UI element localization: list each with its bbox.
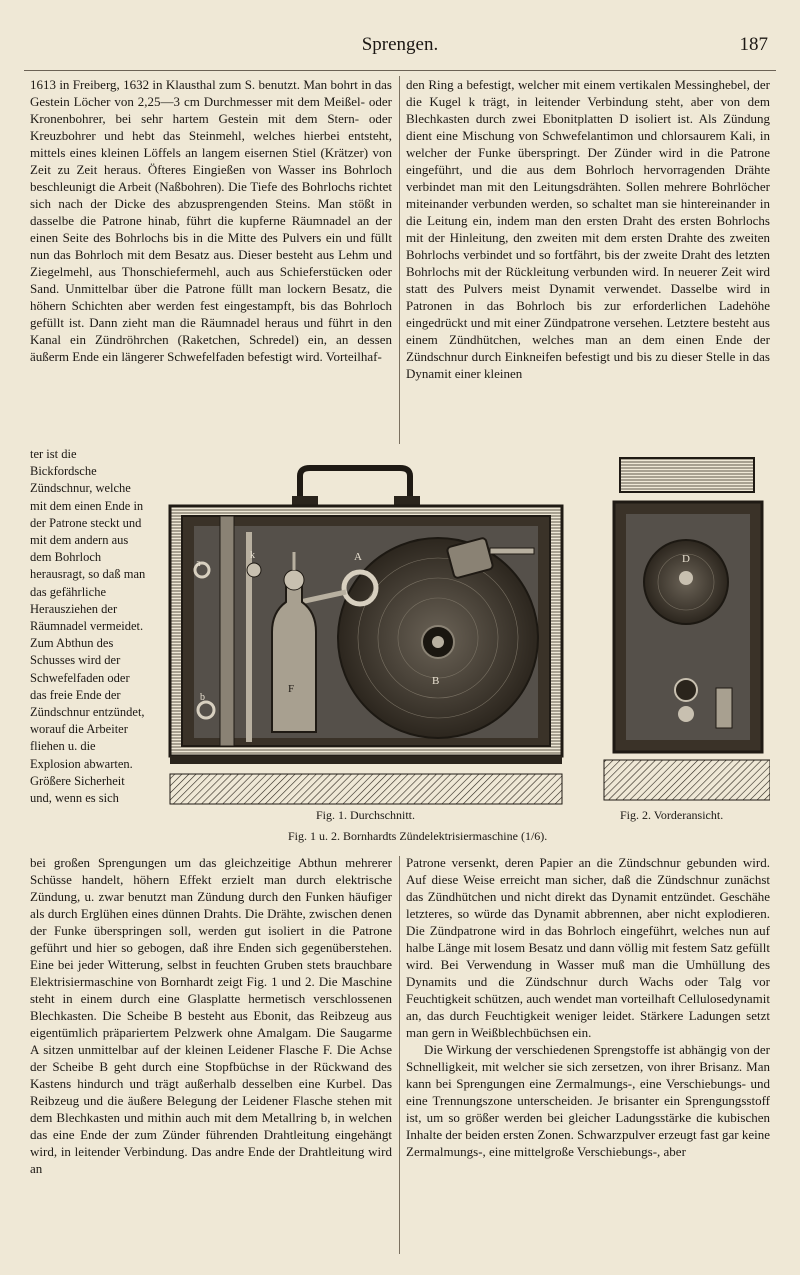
- column-divider-bottom: [399, 856, 400, 1254]
- paragraph: ter ist die Bickfordsche Zündschnur, welche mit dem einen Ende in der Patrone steckt und mit dem andern aus dem Bohrloch herausragt, so daß man das gefährliche Herausziehen der Räumnadel vermeidet. Zum Abthun des Schusses wird der Schwefelfaden oder das freie Ende der Zündschnur entzündet, worauf die Arbeiter fliehen u. die Explosion abwarten. Größere Sicherheit und, wenn es sich: [30, 447, 146, 806]
- text-column-left-bottom: [30, 854, 392, 1254]
- label-B: B: [432, 675, 440, 687]
- fig1-section-view: [170, 468, 562, 804]
- paragraph: 1613 in Freiberg, 1632 in Klausthal zum S. benutzt. Man bohrt in das Gestein Löcher von 2,25—3 cm Durchmesser mit dem Meißel- oder Kronenbohrer, bei sehr hartem Gestein mit dem Stern- oder Kreuzbohrer und hebt das Steinmehl, welches hierbei entsteht, mittels eines kleinen Löffels an langem eisernen Stiel (Krätzer) von Zeit zu Zeit heraus. Öfteres Eingießen von Wasser ins Bohrloch beschleunigt die Arbeit (Naßbohren). Die Tiefe des Bohrlochs richtet sich nach der Dicke des abzusprengenden Steins. Man stößt in dasselbe die Patrone hinab, führt die kupferne Räumnadel an der einen Seite des Bohrlochs bis in die Mitte des Pulvers ein und füllt nun das Bohrloch mit dem Besatz aus. Dieser besteht aus Lehm und Ziegelmehl, aus Thonschiefermehl, auch aus Schieferstücken oder Sand. Unmittelbar über die Patrone füllt man lockern Besatz, die höhern Schichten aber werden fest eingestampft, bis das Bohrloch gefüllt ist. Dann zieht man die Räumnadel heraus und führt in den Kanal ein Zündröhrchen (Raketchen, Schredel) ein, an dessen äußerm Ende ein längerer Schwefelfaden befestigt wird. Vorteilhaf-: [30, 77, 392, 364]
- label-A: A: [354, 551, 362, 563]
- label-a: a: [196, 558, 201, 569]
- column-divider-top: [399, 76, 400, 444]
- figure-illustration: [150, 452, 770, 852]
- fig1-caption: Fig. 1. Durchschnitt.: [316, 808, 415, 822]
- paragraph: den Ring a befestigt, welcher mit einem vertikalen Messinghebel, der die Kugel k trägt, in leitender Verbindung steht, aber von dem Blechkasten durch zwei Ebonitplatten D isoliert ist. Als Zündung dient eine Mischung von Schwefelantimon und chlorsaurem Kali, in welcher der Funke überspringt. Der Zünder wird in die Patrone eingeführt, und die aus dem Bohrloch hervorragenden Drähte verbindet man mit den Leitungsdrähten. Sollen mehrere Bohrlöcher miteinander verbunden werden, so schaltet man sie hintereinander in die Leitung ein, indem man den ersten Draht des ersten Bohrlochs mit der Hinleitung, den zweiten mit dem ersten Drahte des zweiten Bohrlochs verbindet und so fortfährt, bis der zweite Draht des letzten Bohrlochs mit der Rückleitung verbunden wird. In neuerer Zeit wird statt des Pulvers meist Dynamit verwendet. Dasselbe wird in Patronen in das Bohrloch bis zur erforderlichen Ladehöhe eingedrückt und mit einer Zündpatrone versehen. Letztere besteht aus einem Zündhütchen, welches man an dem einen Ende der Zündschnur durch Einkneifen befestigt und bis zu dieser Stelle in das Dynamit einer kleinen: [406, 77, 770, 381]
- text-column-left-top: [30, 76, 392, 448]
- paragraph: Patrone versenkt, deren Papier an die Zündschnur gebunden wird. Auf diese Weise erreicht man sicher, daß die Zündschnur zunächst das Zündhütchen und nicht direkt das Dynamit entzündet. Geschähe letzteres, so würde das Dynamit abbrennen, aber nicht explodieren. Die Zündpatrone wird in das Bohrloch eingeführt, welches nun auf halbe Länge mit losem Besatz und dann völlig mit festem Satz gefüllt wird. Bei Verwendung in Wasser muß man die Umhüllung des Dynamits und die Zündschnur durch Wachs oder Talg vor Feuchtigkeit schützen, auch wendet man vorteilhaft Cellulosedynamit an, das durch Feuchtigkeit weniger leidet. Stärkere Ladungen setzt man gern in Weißblechbüchsen ein.: [406, 855, 770, 1040]
- figure-caption: Fig. 1 u. 2. Bornhardts Zündelektrisiermaschine (1/6).: [288, 829, 548, 843]
- text-column-narrow: [30, 446, 146, 854]
- page-number: 187: [739, 34, 768, 55]
- label-b: b: [200, 692, 205, 703]
- label-D: D: [682, 553, 690, 565]
- text-column-right-top: [406, 76, 770, 448]
- fig2-front-view: [604, 458, 770, 800]
- fig2-caption: Fig. 2. Vorderansicht.: [620, 808, 724, 822]
- running-head: Sprengen.: [361, 34, 439, 55]
- paragraph: bei großen Sprengungen um das gleichzeitige Abthun mehrerer Schüsse handelt, höhern Effekt erzielt man durch elektrische Zündung, u. zwar benutzt man Zündung durch den Funken häufiger als durch Erglühen eines dünnen Drahts. Die Drähte, zwischen denen der Funke überspringen soll, werden gut isoliert in die Patrone geführt und hier so gebogen, daß ihre Enden sich gegenüberstehen. Eine bei jeder Witterung, selbst in feuchten Gruben stets brauchbare Elektrisiermaschine von Bornhardt zeigt Fig. 1 und 2. Die Maschine steht in einem durch eine Glasplatte hermetisch verschlossenen Blechkasten. Die Scheibe B besteht aus Ebonit, das Reibzeug aus eigentümlich präpariertem Pelzwerk ohne Amalgam. Die Saugarme A sitzen unmittelbar auf der kleinen Leidener Flasche F. Die Achse der Scheibe B geht durch eine Stopfbüchse in der Rückwand des Kastens hindurch und trägt außerhalb desselben eine Kurbel. Das Reibzeug und die äußere Belegung der Leidener Flasche stehen mit dem Blechkasten und mithin auch mit dem Metallring b, in welchen das eine Ende der zum Zünder führenden Drahtleitung eingehängt wird, in leitender Verbindung. Das andre Ende der Drahtleitung wird an: [30, 855, 392, 1176]
- paragraph: Die Wirkung der verschiedenen Sprengstoffe ist abhängig von der Schnelligkeit, mit welcher sie sich zersetzen, von ihrer Brisanz. Man kann bei Sprengungen eine Zermalmungs-, eine Verschiebungs- und eine Trennungszone unterscheiden. Je brisanter ein Sprengungsstoff ist, um so größer werden bei gleicher Ladungsstärke die kubischen Inhalte der beiden ersten Zonen. Schwarzpulver erzeugt fast gar keine Zermalmungs-, eine mittelgroße Verschiebungs-, aber: [406, 1042, 770, 1159]
- header-rule: [24, 70, 776, 71]
- label-F: F: [288, 683, 295, 695]
- label-k: k: [250, 550, 255, 561]
- text-column-right-bottom: [406, 854, 770, 1254]
